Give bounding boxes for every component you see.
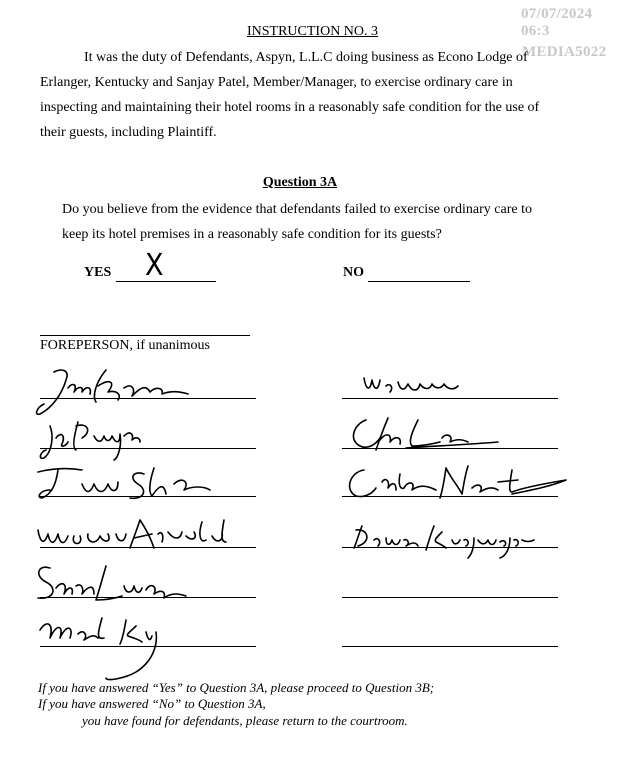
signature-left-5 — [36, 560, 196, 614]
instruction-line-2: Erlanger, Kentucky and Sanjay Patel, Member/Manager, to exercise ordinary care in — [40, 75, 513, 90]
question-title: Question 3A — [262, 175, 338, 190]
footer-line-3: you have found for defendants, please return to the courtroom. — [82, 713, 408, 728]
foreperson-signature-line — [40, 335, 250, 336]
yes-label: YES — [84, 265, 112, 280]
instruction-line-3: inspecting and maintaining their hotel rooms in a reasonably safe condition for the use of — [40, 100, 540, 115]
no-answer-line — [368, 281, 470, 282]
question-line-1: Do you believe from the evidence that defendants failed to exercise ordinary care to — [62, 202, 532, 217]
media-stamp: MEDIA5022 — [522, 44, 607, 60]
signature-right-2 — [346, 412, 506, 458]
instruction-line-1: It was the duty of Defendants, Aspyn, L.L.C doing business as Econo Lodge of — [84, 50, 528, 65]
yes-answer-line — [116, 281, 216, 282]
signature-left-3 — [34, 460, 224, 508]
signature-line-right-6 — [342, 646, 558, 647]
foreperson-label: FOREPERSON, if unanimous — [40, 338, 210, 353]
footer-line-1: If you have answered “Yes” to Question 3A, please proceed to Question 3B; — [38, 680, 435, 695]
no-label: NO — [343, 265, 364, 280]
signature-right-3 — [342, 460, 582, 506]
signature-left-2 — [36, 412, 166, 466]
signature-left-6 — [36, 610, 176, 682]
footer-line-2: If you have answered “No” to Question 3A, — [38, 696, 266, 711]
signature-left-4 — [36, 512, 236, 560]
signature-line-right-5 — [342, 597, 558, 598]
date-stamp: 07/07/2024 06:3 — [521, 6, 593, 39]
signature-right-1 — [360, 368, 480, 404]
signature-right-4 — [350, 520, 540, 560]
question-line-2: keep its hotel premises in a reasonably safe condition for its guests? — [62, 227, 442, 242]
instruction-title: INSTRUCTION NO. 3 — [246, 24, 379, 39]
instruction-line-4: their guests, including Plaintiff. — [40, 125, 217, 140]
yes-mark: X — [145, 248, 164, 283]
